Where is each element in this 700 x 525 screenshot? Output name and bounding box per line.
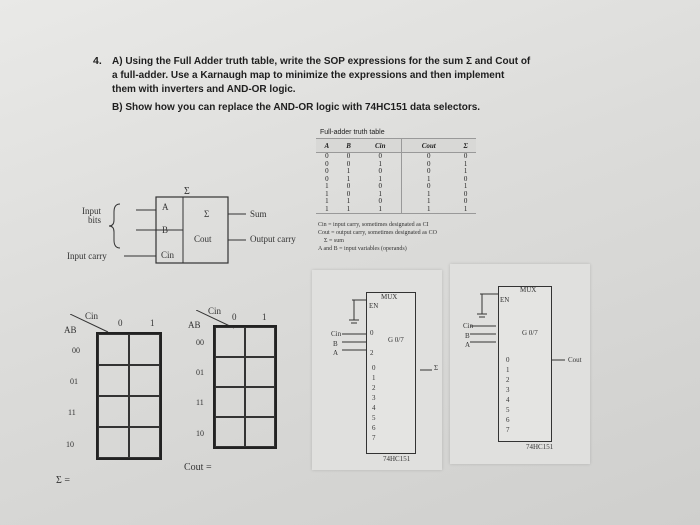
truth-table-title: Full-adder truth table — [320, 129, 385, 136]
mux-sum-input-4: 4 — [372, 404, 376, 412]
mux-sum-sel-a: A — [333, 349, 339, 357]
kmap-cout-row-00: 00 — [196, 338, 204, 347]
cell: 1 — [402, 206, 456, 214]
kmap-cout-cell[interactable] — [215, 357, 245, 387]
kmap-sum-grid — [96, 332, 162, 460]
truth-table — [316, 129, 480, 214]
kmap-cout-col1: 1 — [262, 312, 267, 322]
cell: 0 — [378, 167, 383, 175]
mux-sum-sel-cin: Cin — [331, 330, 342, 338]
kmap-sum-cell[interactable] — [129, 334, 160, 365]
kmap-sum-cell[interactable] — [129, 365, 160, 396]
cin-block-label: Cin — [161, 250, 175, 260]
cell: 0 — [463, 152, 468, 160]
kmap-cout-ab-label: AB — [188, 320, 201, 330]
cell: 1 — [325, 189, 329, 198]
kmap-cout-cell[interactable] — [245, 357, 275, 387]
kmap-cout-cell[interactable] — [215, 417, 245, 447]
kmap-cout-cell[interactable] — [215, 327, 245, 357]
cell: 1 — [378, 159, 383, 168]
kmap-sum-col1: 1 — [150, 318, 155, 328]
kmap-sum-ab-label: AB — [64, 325, 77, 335]
cell: 1 — [378, 204, 383, 213]
cell: 0 — [402, 183, 456, 191]
cell: 1 — [463, 204, 468, 213]
mux-sum-input-7: 7 — [372, 434, 376, 442]
mux-sum-sel-0: 0 — [370, 329, 374, 337]
mux-sum-input-6: 6 — [372, 424, 376, 432]
cell: 1 — [402, 176, 456, 184]
cell: 0 — [402, 168, 456, 176]
table-row — [316, 161, 476, 169]
kmap-cout-row-01: 01 — [196, 368, 204, 377]
kmap-sum-row-00: 00 — [72, 346, 80, 355]
mux-sum-input-5: 5 — [372, 414, 376, 422]
kmap-sum-cin-label: Cin — [85, 311, 99, 321]
mux-cout-input-1: 1 — [506, 366, 510, 374]
cell: 1 — [346, 197, 351, 205]
question-part-b: B) Show how you can replace the AND-OR logic with 74HC151 data selectors. — [112, 102, 481, 113]
cell: 0 — [325, 152, 329, 160]
kmap-sum-cell[interactable] — [98, 365, 129, 396]
table-row — [316, 191, 476, 199]
header-sum: Σ — [455, 139, 476, 153]
header-cin: Cin — [359, 139, 401, 153]
truth-table-grid — [316, 138, 476, 214]
cell: 0 — [325, 167, 329, 175]
mux-cout-sel-a: A — [465, 341, 471, 349]
table-row — [316, 153, 476, 161]
input-a-label: A — [162, 202, 169, 212]
cell: 1 — [325, 197, 329, 205]
cout-block-label: Cout — [194, 234, 212, 244]
note-sum: Σ = sum — [324, 238, 344, 244]
cell: 0 — [463, 174, 468, 183]
cell: 1 — [378, 174, 383, 183]
mux-cout-input-4: 4 — [506, 396, 510, 404]
mux-sum-sel-2: 2 — [370, 349, 374, 357]
cell: 1 — [463, 159, 468, 168]
mux-cout-input-2: 2 — [506, 376, 510, 384]
cell: 0 — [402, 161, 456, 169]
table-row — [316, 198, 476, 206]
mux-cout-input-7: 7 — [506, 426, 510, 434]
sum-output-label: Sum — [250, 209, 267, 219]
cell: 0 — [378, 182, 383, 190]
mux-cout-sel-cin: Cin — [463, 322, 474, 330]
question-part-a-line1: A) Using the Full Adder truth table, write the SOP expressions for the sum Σ and Cout of — [112, 56, 531, 67]
sigma-top-label: Σ — [184, 186, 190, 197]
cout-expression-label: Cout = — [184, 462, 212, 473]
table-row — [316, 168, 476, 176]
kmap-sum-cell[interactable] — [98, 334, 129, 365]
cell: 0 — [325, 159, 329, 168]
header-cout: Cout — [402, 139, 456, 153]
note-cin: Cin = input carry, sometimes designated as CI — [318, 222, 429, 228]
cell: 0 — [378, 152, 383, 160]
kmap-sum-cell[interactable] — [129, 396, 160, 427]
table-row — [316, 183, 476, 191]
truth-table-notes — [318, 221, 437, 253]
cell: 0 — [346, 189, 351, 198]
cell: 1 — [402, 191, 456, 199]
cell: 0 — [402, 153, 456, 161]
cell: 0 — [325, 174, 329, 183]
cell: 1 — [463, 167, 468, 175]
cell: 0 — [346, 182, 351, 190]
header-a: A — [316, 139, 338, 153]
cell: 0 — [463, 189, 468, 198]
kmap-cout-col0: 0 — [232, 312, 237, 322]
kmap-sum-cell[interactable] — [98, 427, 129, 458]
kmap-cout-grid — [213, 325, 277, 449]
mux-sum-output-label: Σ — [434, 364, 439, 372]
cell: 0 — [378, 197, 383, 205]
truth-table-body — [316, 153, 476, 214]
cell: 1 — [346, 204, 351, 213]
cell: 1 — [378, 189, 383, 198]
cell: 1 — [346, 174, 351, 183]
question-number: 4. — [93, 55, 102, 67]
cell: 1 — [325, 204, 329, 213]
kmap-sum-row-11: 11 — [68, 408, 76, 417]
kmap-cout-cell[interactable] — [245, 387, 275, 417]
mux-cout-enable: EN — [500, 296, 510, 304]
kmap-cout-cell[interactable] — [245, 327, 275, 357]
mux-sum-enable: EN — [369, 302, 379, 310]
mux-cout-sel-b: B — [465, 332, 470, 340]
mux-cout-title: MUX — [520, 286, 537, 294]
mux-cout-input-5: 5 — [506, 406, 510, 414]
cell: 0 — [346, 152, 351, 160]
sum-expression-label: Σ = — [56, 475, 70, 486]
sum-symbol-label: Σ — [204, 209, 210, 219]
header-b: B — [338, 139, 360, 153]
kmap-cout-row-11: 11 — [196, 398, 204, 407]
mux-sum-title: MUX — [381, 293, 398, 301]
kmap-cout-cin-label: Cin — [208, 306, 222, 316]
kmap-sum-col0: 0 — [118, 318, 123, 328]
input-carry-label: Input carry — [67, 251, 107, 261]
mux-cout-input-0: 0 — [506, 356, 510, 364]
kmap-sum-cell[interactable] — [129, 427, 160, 458]
cell: 1 — [463, 182, 468, 190]
cell: 0 — [346, 159, 351, 168]
kmap-cout-cell[interactable] — [215, 387, 245, 417]
input-b-label: B — [162, 225, 169, 235]
mux-cout-input-6: 6 — [506, 416, 510, 424]
kmap-cout-row-10: 10 — [196, 429, 204, 438]
mux-sum-sel-b: B — [333, 340, 338, 348]
mux-cout-part-number: 74HC151 — [526, 443, 554, 451]
input-bits-label: Input bits — [82, 206, 101, 225]
mux-cout-output-label: Cout — [568, 356, 582, 364]
kmap-sum-row-10: 10 — [66, 440, 74, 449]
note-operands: A and B = input variables (operands) — [318, 246, 407, 252]
mux-sum-part-number: 74HC151 — [383, 455, 411, 463]
mux-sum-input-3: 3 — [372, 394, 376, 402]
cell: 0 — [463, 197, 468, 205]
note-cout: Cout = output carry, sometimes designated as CO — [318, 230, 437, 236]
mux-sum-input-1: 1 — [372, 374, 376, 382]
table-row — [316, 206, 476, 214]
mux-cout-g-bracket: G 0/7 — [522, 329, 538, 337]
kmap-cout-cell[interactable] — [245, 417, 275, 447]
truth-table-header-row — [316, 139, 476, 153]
output-carry-label: Output carry — [250, 234, 296, 244]
kmap-sum-row-01: 01 — [70, 377, 78, 386]
cell: 1 — [402, 198, 456, 206]
question-part-a-line3: them with inverters and AND-OR logic. — [112, 84, 296, 95]
cell: 1 — [346, 167, 351, 175]
question-part-a-line2: a full-adder. Use a Karnaugh map to minimize the expressions and then implement — [112, 70, 505, 81]
mux-sum-input-0: 0 — [372, 364, 376, 372]
mux-cout-input-3: 3 — [506, 386, 510, 394]
cell: 1 — [325, 182, 329, 190]
kmap-sum-cell[interactable] — [98, 396, 129, 427]
mux-sum-g-bracket: G 0/7 — [388, 336, 404, 344]
mux-sum-input-2: 2 — [372, 384, 376, 392]
table-row — [316, 176, 476, 184]
